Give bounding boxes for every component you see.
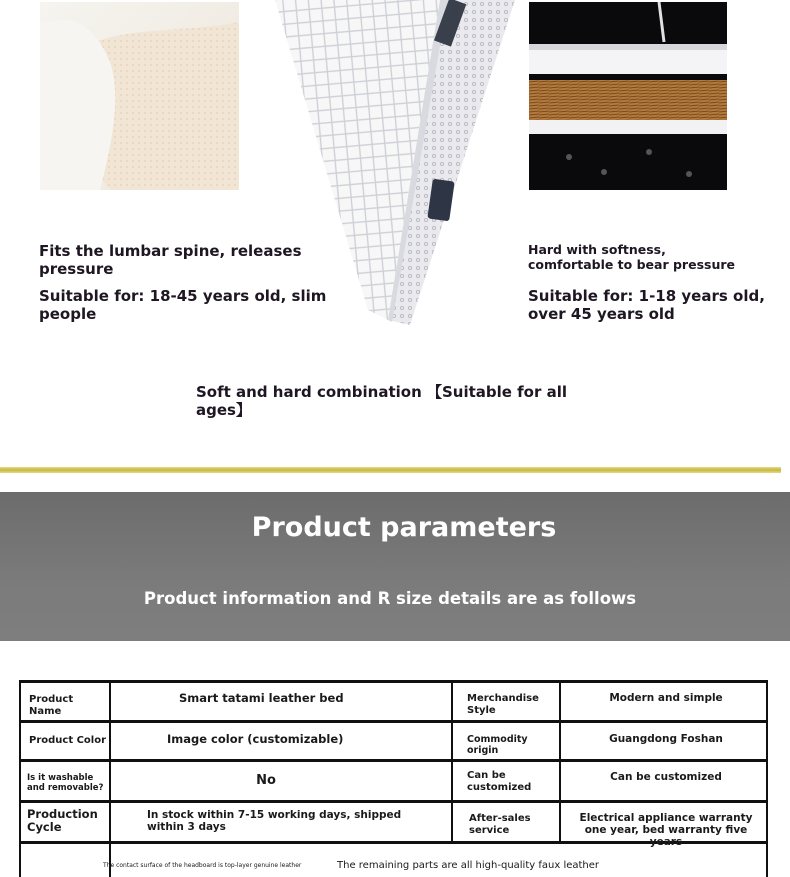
param-value: Smart tatami leather bed (179, 691, 344, 705)
table-rule (766, 680, 768, 877)
param-value: In stock within 7-15 working days, shipped within 3 days (147, 809, 402, 833)
summary-text: Soft and hard combination 【Suitable for all ages】 (196, 383, 568, 419)
table-rule (451, 680, 453, 841)
param-value: Image color (customizable) (167, 732, 344, 746)
param-value: No (256, 773, 276, 788)
param-label: After-sales service (469, 813, 531, 836)
param-value: Electrical appliance warranty one year, bed warranty five years (579, 812, 753, 848)
parameters-table (19, 680, 768, 877)
right-benefit-text: Hard with softness, comfortable to bear pressure (528, 242, 735, 272)
right-suitable-text: Suitable for: 1-18 years old, over 45 years old (528, 287, 765, 323)
table-rule (19, 680, 21, 877)
param-label: Is it washable and removable? (27, 773, 104, 793)
param-label: Product Color (29, 735, 107, 746)
param-label: Merchandise Style (467, 693, 539, 716)
banner-title: Product parameters (251, 512, 557, 543)
table-rule (19, 800, 768, 803)
coir-layer-image (529, 2, 727, 190)
table-rule (19, 759, 768, 762)
latex-foam-image (40, 2, 239, 190)
param-value: Guangdong Foshan (609, 733, 723, 745)
param-label: Production Cycle (27, 807, 98, 834)
left-benefit-text: Fits the lumbar spine, releases pressure (39, 242, 302, 278)
material-note: The remaining parts are all high-quality faux leather (337, 860, 600, 871)
left-suitable-text: Suitable for: 18-45 years old, slim people (39, 287, 327, 323)
table-row (29, 694, 107, 718)
mattress-image (270, 0, 530, 330)
banner-subtitle: Product information and R size details are as follows (143, 589, 637, 608)
param-label: Product Name (29, 694, 74, 717)
param-label: Commodity origin (467, 734, 528, 756)
table-rule (559, 680, 561, 841)
material-note-small: The contact surface of the headboard is top-layer genuine leather (103, 862, 302, 869)
param-label: Can be customized (467, 770, 532, 793)
param-value: Can be customized (610, 771, 722, 783)
table-rule (19, 720, 768, 723)
param-value: Modern and simple (609, 692, 723, 704)
gold-divider (0, 467, 781, 473)
table-rule (19, 680, 768, 683)
